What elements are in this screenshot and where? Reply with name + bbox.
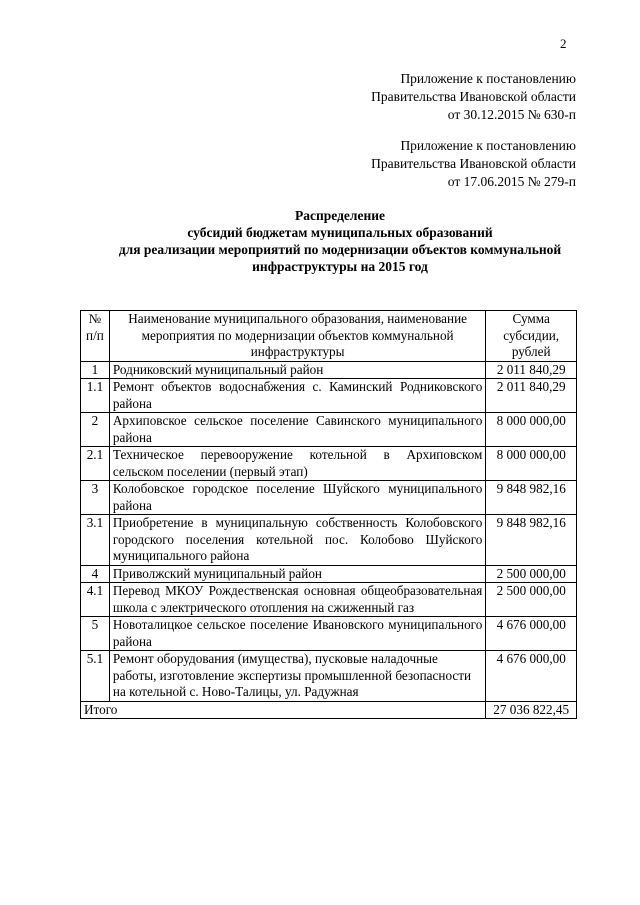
row-num: 4 xyxy=(81,565,110,583)
row-name: Ремонт объектов водоснабжения с. Каминский Родниковского района xyxy=(109,379,485,413)
table-row xyxy=(81,361,577,379)
table-row xyxy=(81,651,577,702)
row-sum: 2 500 000,00 xyxy=(486,583,577,617)
row-sum: 4 676 000,00 xyxy=(486,651,577,702)
table-row xyxy=(81,583,577,617)
row-name: Приобретение в муниципальную собственность Колобовского городского поселения котельной пос. Колобово Шуйского муниципального района xyxy=(109,515,485,566)
appendix-date: от 30.12.2015 № 630-п xyxy=(447,107,576,122)
row-num: 5.1 xyxy=(81,651,110,702)
page-number: 2 xyxy=(560,36,567,51)
table-row xyxy=(81,447,577,481)
header-sum: Сумма субсидии, рублей xyxy=(486,311,577,362)
table-total-row xyxy=(81,701,577,719)
title-line: субсидий бюджетам муниципальных образований xyxy=(187,225,493,240)
subsidy-table xyxy=(80,310,577,719)
header-name: Наименование муниципального образования, наименование мероприятия по модернизации объектов коммунальной инфраструктуры xyxy=(109,311,485,362)
row-sum: 2 011 840,29 xyxy=(486,379,577,413)
row-sum: 9 848 982,16 xyxy=(486,481,577,515)
row-num: 2.1 xyxy=(81,447,110,481)
header-num: № п/п xyxy=(81,311,110,362)
appendix-line: Правительства Ивановской области xyxy=(371,89,576,104)
row-num: 1 xyxy=(81,361,110,379)
row-name: Перевод МКОУ Рождественская основная общеобразовательная школа с электрического отопления на сжиженный газ xyxy=(109,583,485,617)
row-num: 3.1 xyxy=(81,515,110,566)
row-num: 5 xyxy=(81,617,110,651)
appendix-line: Приложение к постановлению xyxy=(400,71,576,86)
table-row xyxy=(81,413,577,447)
row-name: Ремонт оборудования (имущества), пусковые наладочные работы, изготовление экспертизы промышленной безопасности на котельной с. Ново-Талицы, ул. Радужная xyxy=(109,651,485,702)
table-row xyxy=(81,617,577,651)
title-line: инфраструктуры на 2015 год xyxy=(252,259,428,274)
row-sum: 9 848 982,16 xyxy=(486,515,577,566)
row-sum: 4 676 000,00 xyxy=(486,617,577,651)
appendix-note-original xyxy=(371,137,576,191)
row-name: Колобовское городское поселение Шуйского муниципального района xyxy=(109,481,485,515)
title-line: Распределение xyxy=(294,208,386,223)
table-row xyxy=(81,379,577,413)
title-line: для реализации мероприятий по модернизации объектов коммунальной xyxy=(118,242,562,257)
row-num: 2 xyxy=(81,413,110,447)
row-sum: 8 000 000,00 xyxy=(486,447,577,481)
row-name: Приволжский муниципальный район xyxy=(109,565,485,583)
appendix-line: Правительства Ивановской области xyxy=(371,156,576,171)
appendix-note-current xyxy=(371,70,576,124)
document-title xyxy=(60,207,620,275)
row-name: Техническое перевооружение котельной в Архиповском сельском поселении (первый этап) xyxy=(109,447,485,481)
table-row xyxy=(81,515,577,566)
row-num: 4.1 xyxy=(81,583,110,617)
row-sum: 8 000 000,00 xyxy=(486,413,577,447)
row-num: 3 xyxy=(81,481,110,515)
total-label: Итого xyxy=(81,701,486,719)
row-sum: 2 011 840,29 xyxy=(486,361,577,379)
appendix-date: от 17.06.2015 № 279-п xyxy=(447,174,576,189)
row-num: 1.1 xyxy=(81,379,110,413)
table-row xyxy=(81,481,577,515)
row-name: Родниковский муниципальный район xyxy=(109,361,485,379)
appendix-line: Приложение к постановлению xyxy=(400,138,576,153)
table-header-row xyxy=(81,311,577,362)
total-sum: 27 036 822,45 xyxy=(486,701,577,719)
row-sum: 2 500 000,00 xyxy=(486,565,577,583)
table-row xyxy=(81,565,577,583)
row-name: Архиповское сельское поселение Савинского муниципального района xyxy=(109,413,485,447)
row-name: Новоталицкое сельское поселение Ивановского муниципального района xyxy=(109,617,485,651)
